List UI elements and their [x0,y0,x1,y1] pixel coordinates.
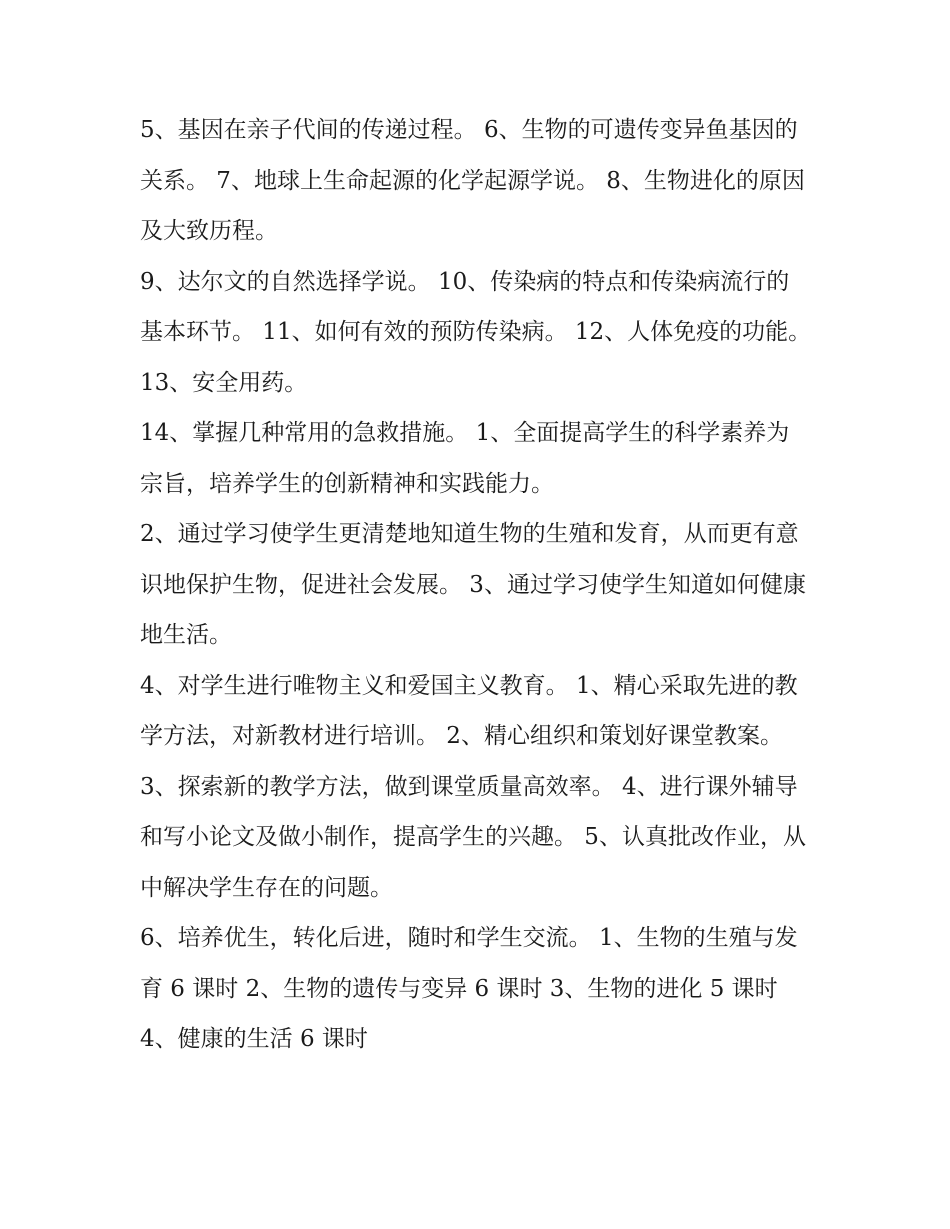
paragraph-2: 9、达尔文的自然选择学说。 10、传染病的特点和传染病流行的基本环节。 11、如何有效的预防传染病。 12、人体免疫的功能。 13、安全用药。 [140,268,812,396]
paragraph-5: 4、对学生进行唯物主义和爱国主义教育。 1、精心采取先进的教学方法，对新教材进行培训。 2、精心组织和策划好课堂教案。 [140,672,798,749]
paragraph-3: 14、掌握几种常用的急救措施。 1、全面提高学生的科学素养为宗旨，培养学生的创新精神和实践能力。 [140,420,790,497]
paragraph-6: 3、探索新的教学方法，做到课堂质量高效率。 4、进行课外辅导和写小论文及做小制作，提高学生的兴趣。 5、认真批改作业，从中解决学生存在的问题。 [140,773,806,901]
paragraph-4: 2、通过学习使学生更清楚地知道生物的生殖和发育，从而更有意识地保护生物，促进社会发展。 3、通过学习使学生知道如何健康地生活。 [140,521,806,648]
paragraph-1: 5、基因在亲子代间的传递过程。 6、生物的可遗传变异鱼基因的关系。 7、地球上生命起源的化学起源学说。 8、生物进化的原因及大致历程。 [140,117,805,244]
document-body [140,105,812,1065]
paragraph-7: 6、培养优生，转化后进，随时和学生交流。 1、生物的生殖与发育 6 课时 2、生物的遗传与变异 6 课时 3、生物的进化 5 课时 4、健康的生活 6 课时 [140,925,798,1052]
